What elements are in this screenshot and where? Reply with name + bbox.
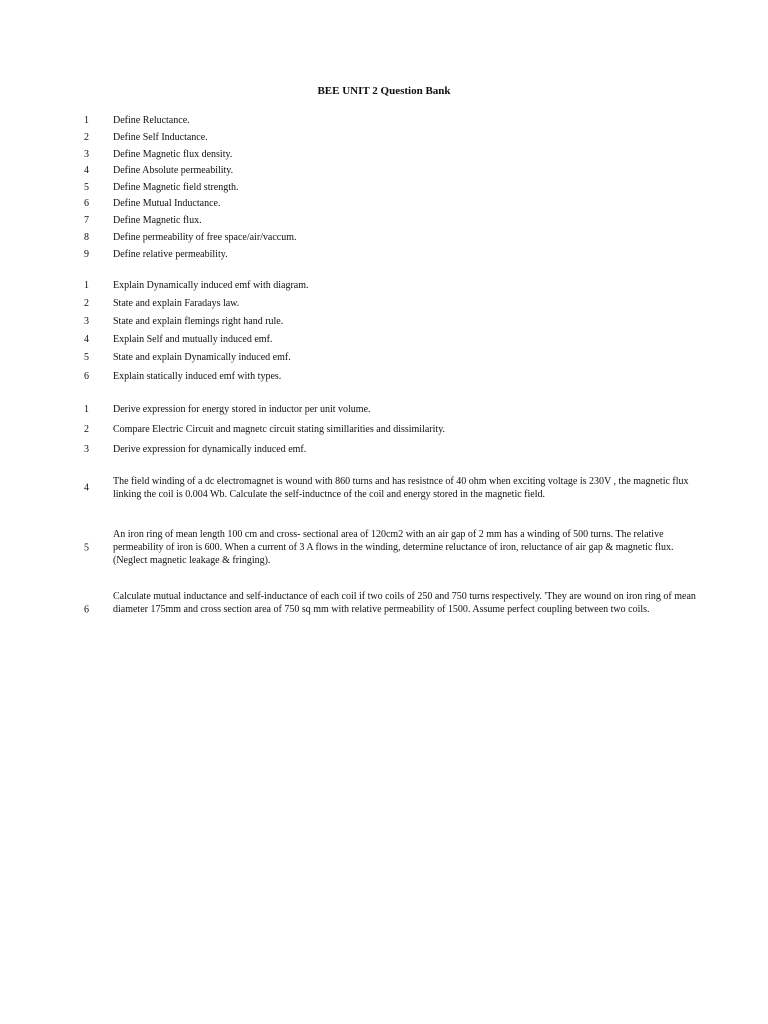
question-number: 2 xyxy=(84,298,89,309)
question-item xyxy=(0,590,768,629)
question-text: Explain Self and mutually induced emf. xyxy=(113,334,273,345)
question-number: 9 xyxy=(84,249,89,260)
question-text: Define relative permeability. xyxy=(113,249,228,260)
question-number: 1 xyxy=(84,404,89,415)
question-text: State and explain Faradays law. xyxy=(113,298,240,309)
question-text: Calculate mutual inductance and self-inductance of each coil if two coils of 250 and 750 turns respectively. 'They are wound on iron ring of mean diameter 175mm and cross section area of 750 sq mm with relative permeability of 1500. Assume perfect coupling between two coils. xyxy=(113,591,696,615)
question-number: 8 xyxy=(84,232,89,243)
question-number: 2 xyxy=(84,132,89,143)
page-title: BEE UNIT 2 Question Bank xyxy=(317,85,451,97)
question-text: Define Reluctance. xyxy=(113,115,190,126)
question-number: 6 xyxy=(84,198,89,209)
question-number: 5 xyxy=(84,352,89,363)
question-text: Compare Electric Circuit and magnetc circuit stating simillarities and dissimilarity. xyxy=(113,424,446,435)
question-text: State and explain Dynamically induced emf. xyxy=(113,352,291,363)
question-text: The field winding of a dc electromagnet is wound with 860 turns and has resistnce of 40 ohm when exciting voltage is 230V , the magnetic flux linking the coil is 0.004 Wb. Calculate the self-inductnce of the coil and energy stored in the magnetic field. xyxy=(113,476,689,500)
question-number: 4 xyxy=(84,482,89,494)
question-text: Explain Dynamically induced emf with diagram. xyxy=(113,280,309,291)
question-text: Explain statically induced emf with types. xyxy=(113,371,282,382)
question-number: 3 xyxy=(84,149,89,160)
question-number: 1 xyxy=(84,280,89,291)
question-item xyxy=(0,528,768,567)
question-number: 6 xyxy=(84,371,89,382)
question-text: Derive expression for dynamically induced emf. xyxy=(113,444,307,455)
question-text: Define Absolute permeability. xyxy=(113,165,234,176)
question-text: Define Self Inductance. xyxy=(113,132,208,143)
question-text: Define Magnetic flux. xyxy=(113,215,202,226)
question-text: Define permeability of free space/air/vaccum. xyxy=(113,232,297,243)
question-number: 7 xyxy=(84,215,89,226)
question-number: 4 xyxy=(84,165,89,176)
question-number: 5 xyxy=(84,542,89,553)
question-number: 4 xyxy=(84,334,89,345)
question-text: An iron ring of mean length 100 cm and cross- sectional area of 120cm2 with an air gap of 2 mm has a winding of 500 turns. The relative permeability of iron is 600. When a current of 3 A flows in the winding, determine reluctance of iron, reluctance of air gap & magnetic flux. (Neglect magnetic leakage & fringing). xyxy=(113,529,674,566)
question-text: Define Mutual Inductance. xyxy=(113,198,221,209)
question-number: 2 xyxy=(84,424,89,435)
question-number: 1 xyxy=(84,115,89,126)
question-number: 6 xyxy=(84,604,89,615)
question-text: State and explain flemings right hand rule. xyxy=(113,316,284,327)
question-text: Derive expression for energy stored in inductor per unit volume. xyxy=(113,404,371,415)
question-text: Define Magnetic field strength. xyxy=(113,182,239,193)
question-number: 5 xyxy=(84,182,89,193)
question-number: 3 xyxy=(84,316,89,327)
question-item xyxy=(0,475,768,501)
question-text: Define Magnetic flux density. xyxy=(113,149,233,160)
question-number: 3 xyxy=(84,444,89,455)
